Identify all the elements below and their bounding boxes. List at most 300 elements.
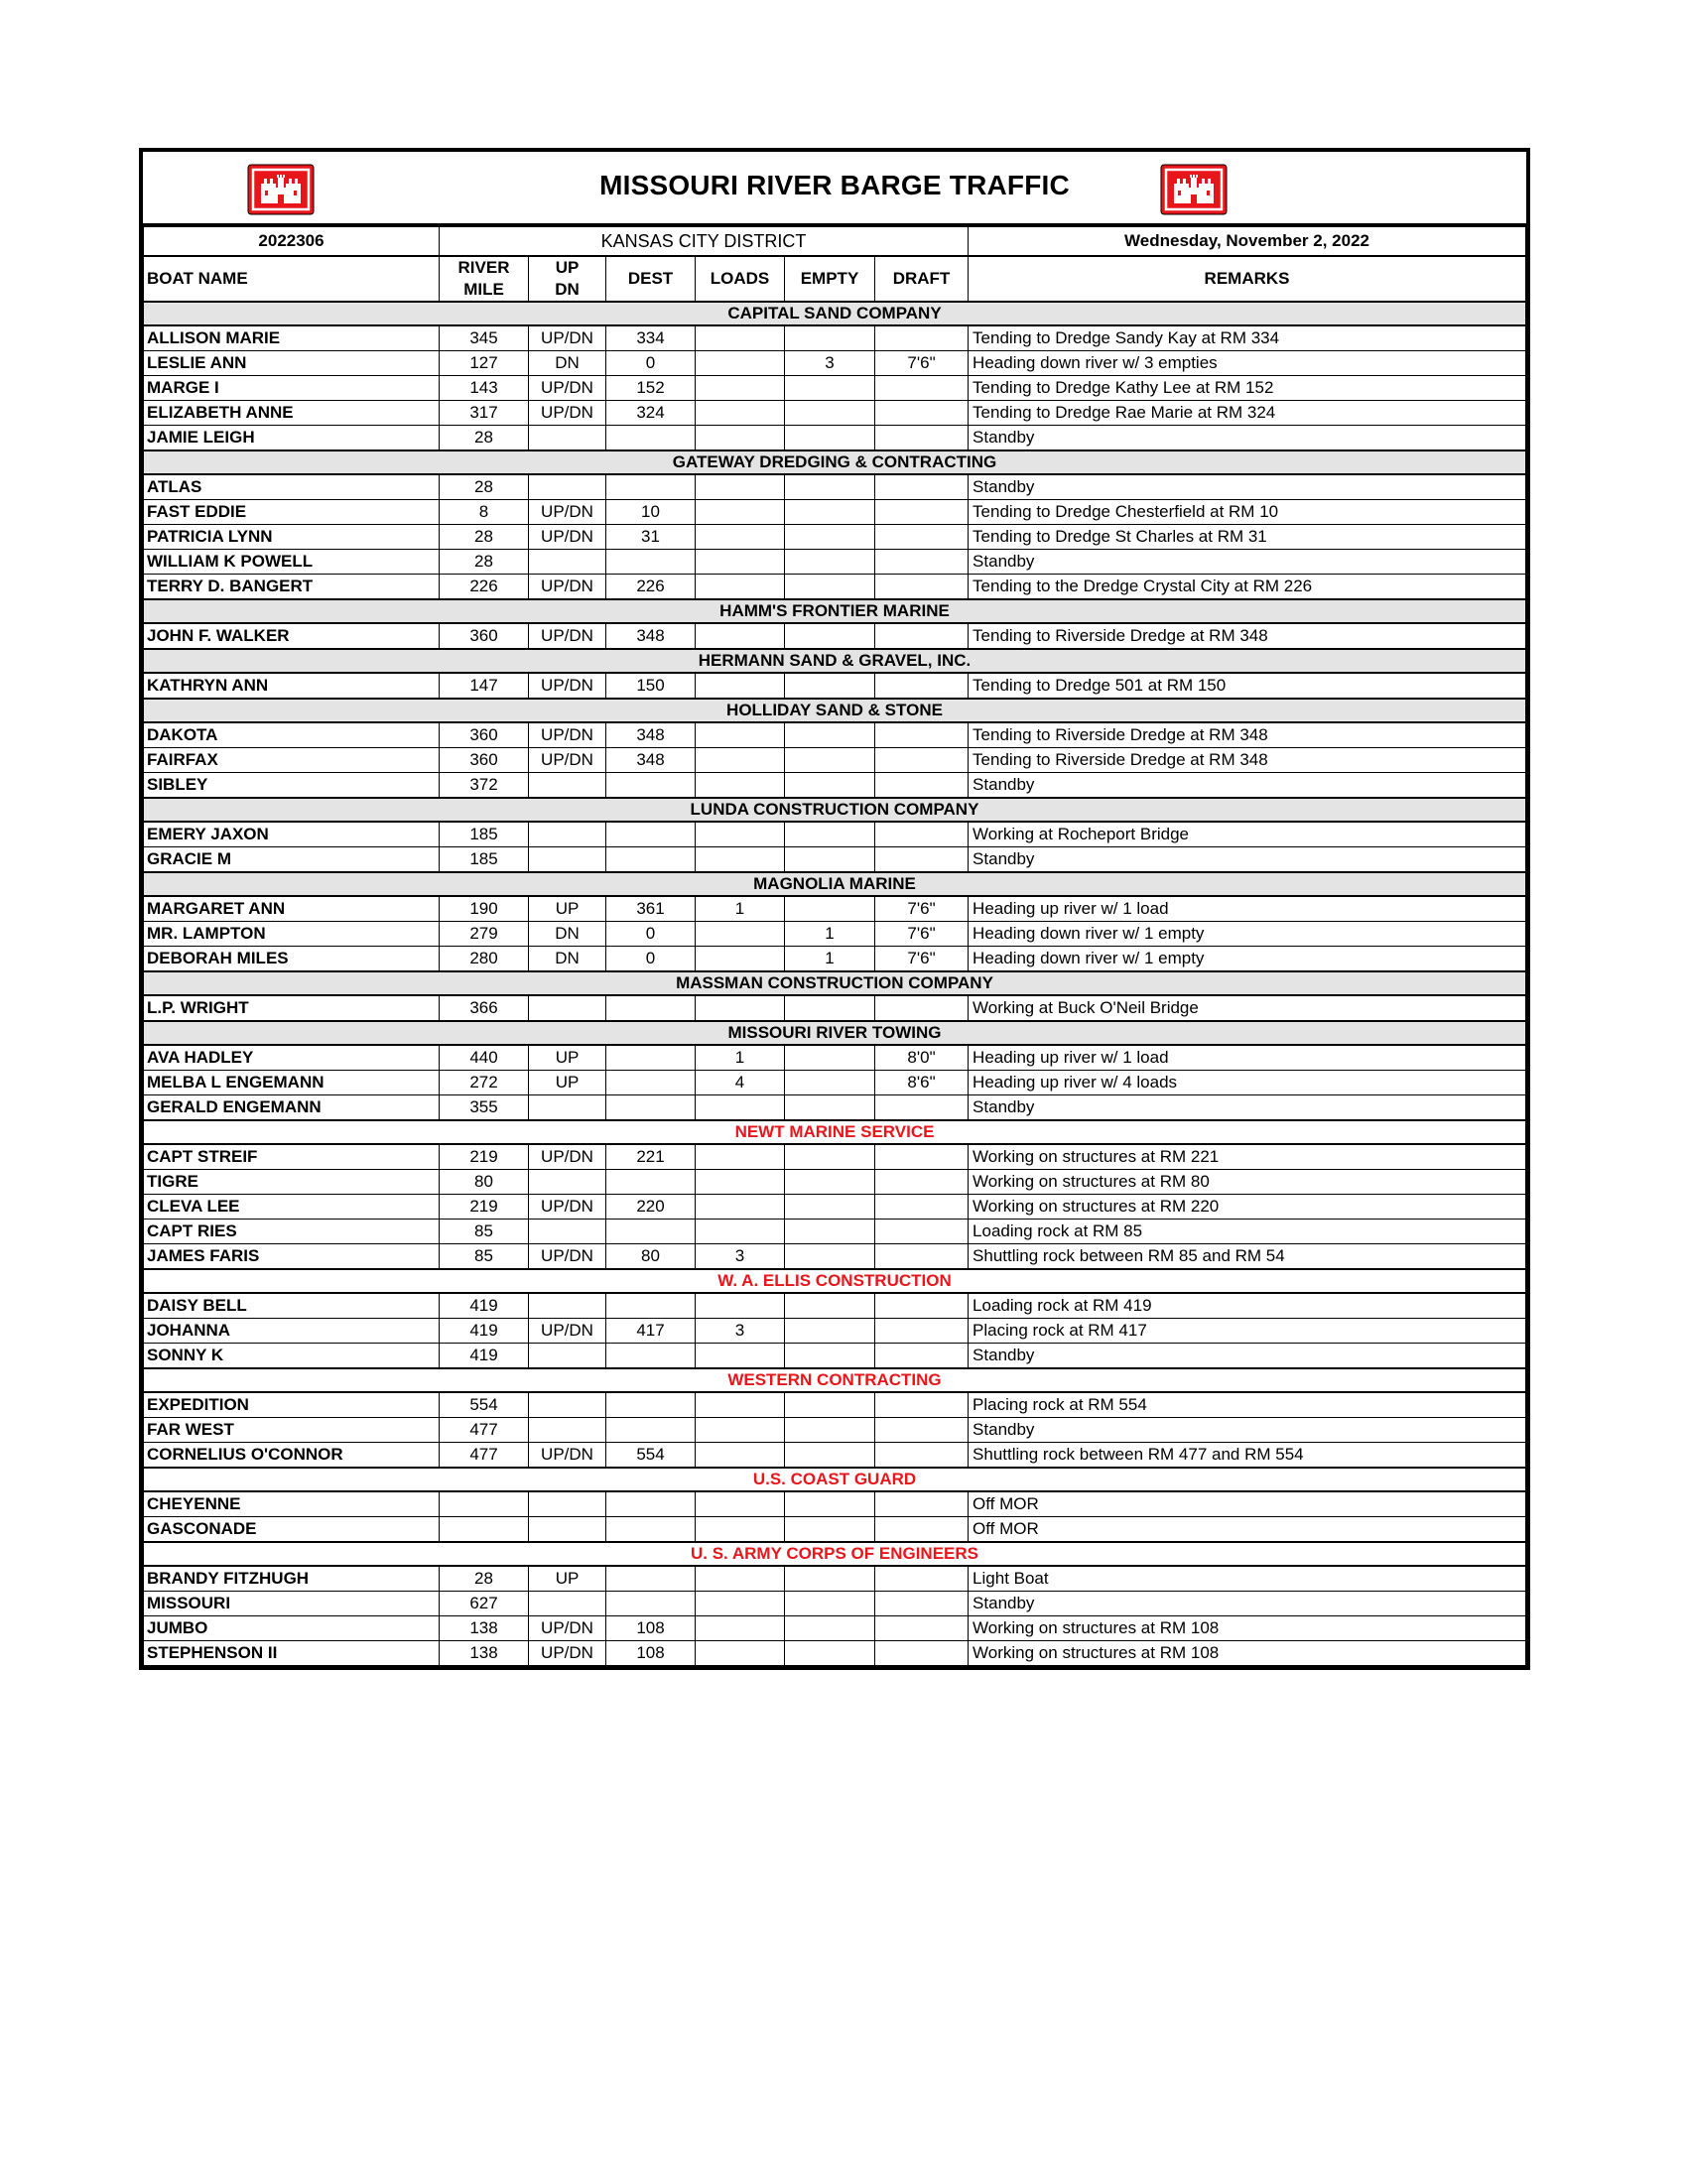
col-header-remarks: REMARKS: [969, 256, 1526, 302]
dest-cell: [606, 474, 696, 500]
dest-cell: 80: [606, 1244, 696, 1270]
table-row: [144, 500, 1526, 525]
draft-cell: [875, 1592, 969, 1616]
river-mile-cell: 219: [440, 1144, 529, 1170]
dest-cell: 0: [606, 351, 696, 376]
remarks-cell: Standby: [969, 773, 1526, 799]
dest-cell: 150: [606, 673, 696, 699]
empty-cell: [785, 995, 875, 1021]
up-dn-cell: UP/DN: [529, 748, 606, 773]
dest-cell: 221: [606, 1144, 696, 1170]
loads-cell: 4: [696, 1071, 785, 1095]
loads-cell: [696, 822, 785, 847]
table-row: [144, 325, 1526, 351]
boat-name-cell: SIBLEY: [144, 773, 440, 799]
empty-cell: [785, 1344, 875, 1369]
company-name: CAPITAL SAND COMPANY: [144, 302, 1526, 325]
empty-cell: 1: [785, 922, 875, 947]
table-row: [144, 550, 1526, 575]
dest-cell: [606, 1293, 696, 1319]
remarks-cell: Tending to Dredge Sandy Kay at RM 334: [969, 325, 1526, 351]
river-mile-cell: 272: [440, 1071, 529, 1095]
boat-name-cell: CAPT STREIF: [144, 1144, 440, 1170]
river-mile-cell: 28: [440, 474, 529, 500]
remarks-cell: Loading rock at RM 85: [969, 1220, 1526, 1244]
dest-cell: [606, 1491, 696, 1517]
loads-cell: [696, 1195, 785, 1220]
draft-cell: [875, 1641, 969, 1666]
loads-cell: [696, 500, 785, 525]
dest-cell: 554: [606, 1443, 696, 1469]
boat-name-cell: GRACIE M: [144, 847, 440, 873]
remarks-cell: Working on structures at RM 220: [969, 1195, 1526, 1220]
company-header-row: [144, 649, 1526, 673]
boat-name-cell: WILLIAM K POWELL: [144, 550, 440, 575]
remarks-cell: Working on structures at RM 108: [969, 1641, 1526, 1666]
draft-cell: [875, 722, 969, 748]
col-header-dest: DEST: [606, 256, 696, 302]
river-mile-cell: [440, 1491, 529, 1517]
up-dn-cell: UP/DN: [529, 1641, 606, 1666]
draft-cell: [875, 1566, 969, 1592]
empty-cell: [785, 1443, 875, 1469]
loads-cell: [696, 325, 785, 351]
table-row: [144, 426, 1526, 451]
dest-cell: [606, 1592, 696, 1616]
river-mile-cell: [440, 1517, 529, 1543]
river-mile-cell: 419: [440, 1344, 529, 1369]
empty-cell: [785, 722, 875, 748]
empty-cell: [785, 525, 875, 550]
draft-cell: 7'6": [875, 922, 969, 947]
empty-cell: [785, 847, 875, 873]
table-row: [144, 822, 1526, 847]
table-row: [144, 1220, 1526, 1244]
river-mile-cell: 372: [440, 773, 529, 799]
remarks-cell: Off MOR: [969, 1491, 1526, 1517]
boat-name-cell: AVA HADLEY: [144, 1045, 440, 1071]
river-mile-cell: 80: [440, 1170, 529, 1195]
dest-cell: [606, 773, 696, 799]
river-mile-cell: 317: [440, 401, 529, 426]
boat-name-cell: DAKOTA: [144, 722, 440, 748]
dest-cell: 348: [606, 623, 696, 649]
dest-cell: 10: [606, 500, 696, 525]
empty-cell: [785, 575, 875, 600]
up-dn-cell: [529, 1491, 606, 1517]
draft-cell: [875, 773, 969, 799]
table-row: [144, 1443, 1526, 1469]
dest-cell: [606, 1170, 696, 1195]
table-row: [144, 748, 1526, 773]
up-dn-cell: DN: [529, 922, 606, 947]
draft-cell: [875, 401, 969, 426]
dest-cell: 31: [606, 525, 696, 550]
empty-cell: [785, 1319, 875, 1344]
remarks-cell: Tending to the Dredge Crystal City at RM 226: [969, 575, 1526, 600]
draft-cell: [875, 525, 969, 550]
col-header-boat-name: BOAT NAME: [144, 256, 440, 302]
river-mile-cell: 360: [440, 623, 529, 649]
remarks-cell: Heading up river w/ 4 loads: [969, 1071, 1526, 1095]
boat-name-cell: ELIZABETH ANNE: [144, 401, 440, 426]
river-mile-cell: 138: [440, 1641, 529, 1666]
table-row: [144, 1641, 1526, 1666]
up-dn-cell: UP/DN: [529, 525, 606, 550]
remarks-cell: Tending to Dredge 501 at RM 150: [969, 673, 1526, 699]
table-row: [144, 847, 1526, 873]
up-dn-cell: UP/DN: [529, 575, 606, 600]
dest-cell: 361: [606, 896, 696, 922]
loads-cell: [696, 401, 785, 426]
river-mile-cell: 147: [440, 673, 529, 699]
up-dn-cell: UP/DN: [529, 722, 606, 748]
river-mile-cell: 28: [440, 550, 529, 575]
draft-cell: [875, 1244, 969, 1270]
table-row: [144, 351, 1526, 376]
draft-cell: [875, 1491, 969, 1517]
loads-cell: [696, 623, 785, 649]
loads-cell: [696, 1170, 785, 1195]
up-dn-cell: [529, 1418, 606, 1443]
river-mile-cell: 219: [440, 1195, 529, 1220]
loads-cell: [696, 1616, 785, 1641]
remarks-cell: Placing rock at RM 554: [969, 1392, 1526, 1418]
empty-cell: [785, 1244, 875, 1270]
table-row: [144, 922, 1526, 947]
empty-cell: [785, 1095, 875, 1121]
draft-cell: [875, 748, 969, 773]
river-mile-cell: 28: [440, 426, 529, 451]
empty-cell: 1: [785, 947, 875, 972]
boat-name-cell: MR. LAMPTON: [144, 922, 440, 947]
boat-name-cell: CORNELIUS O'CONNOR: [144, 1443, 440, 1469]
empty-cell: [785, 1392, 875, 1418]
col-header-loads: LOADS: [696, 256, 785, 302]
remarks-cell: Standby: [969, 474, 1526, 500]
loads-cell: [696, 550, 785, 575]
empty-cell: [785, 500, 875, 525]
dest-cell: [606, 1517, 696, 1543]
company-name: U.S. COAST GUARD: [144, 1468, 1526, 1491]
up-dn-cell: UP: [529, 896, 606, 922]
loads-cell: [696, 673, 785, 699]
table-row: [144, 1566, 1526, 1592]
empty-cell: [785, 896, 875, 922]
up-dn-cell: [529, 1095, 606, 1121]
remarks-cell: Standby: [969, 847, 1526, 873]
draft-cell: [875, 426, 969, 451]
table-row: [144, 1095, 1526, 1121]
draft-cell: [875, 1195, 969, 1220]
col-header-river-mile: RIVER MILE: [440, 256, 529, 302]
river-mile-cell: 554: [440, 1392, 529, 1418]
draft-cell: [875, 325, 969, 351]
empty-cell: [785, 474, 875, 500]
table-row: [144, 575, 1526, 600]
empty-cell: [785, 1045, 875, 1071]
draft-cell: [875, 376, 969, 401]
table-row: [144, 1319, 1526, 1344]
empty-cell: 3: [785, 351, 875, 376]
boat-name-cell: JAMES FARIS: [144, 1244, 440, 1270]
boat-name-cell: BRANDY FITZHUGH: [144, 1566, 440, 1592]
table-body: [144, 227, 1526, 1666]
remarks-cell: Working at Buck O'Neil Bridge: [969, 995, 1526, 1021]
draft-cell: [875, 474, 969, 500]
river-mile-cell: 366: [440, 995, 529, 1021]
loads-cell: [696, 474, 785, 500]
boat-name-cell: GERALD ENGEMANN: [144, 1095, 440, 1121]
boat-name-cell: JUMBO: [144, 1616, 440, 1641]
boat-name-cell: MELBA L ENGEMANN: [144, 1071, 440, 1095]
remarks-cell: Heading up river w/ 1 load: [969, 1045, 1526, 1071]
draft-cell: [875, 1517, 969, 1543]
loads-cell: 3: [696, 1244, 785, 1270]
remarks-cell: Tending to Dredge Kathy Lee at RM 152: [969, 376, 1526, 401]
remarks-cell: Tending to Dredge St Charles at RM 31: [969, 525, 1526, 550]
empty-cell: [785, 1418, 875, 1443]
dest-cell: 152: [606, 376, 696, 401]
empty-cell: [785, 1641, 875, 1666]
loads-cell: [696, 1392, 785, 1418]
company-header-row: [144, 450, 1526, 474]
boat-name-cell: FAST EDDIE: [144, 500, 440, 525]
up-dn-cell: UP/DN: [529, 1319, 606, 1344]
river-mile-cell: 355: [440, 1095, 529, 1121]
remarks-cell: Standby: [969, 426, 1526, 451]
up-dn-cell: UP/DN: [529, 1244, 606, 1270]
up-dn-cell: [529, 822, 606, 847]
river-mile-cell: 627: [440, 1592, 529, 1616]
boat-name-cell: TIGRE: [144, 1170, 440, 1195]
company-header-row: [144, 302, 1526, 325]
loads-cell: 1: [696, 1045, 785, 1071]
up-dn-cell: UP/DN: [529, 401, 606, 426]
remarks-cell: Working at Rocheport Bridge: [969, 822, 1526, 847]
empty-cell: [785, 1491, 875, 1517]
river-mile-cell: 8: [440, 500, 529, 525]
draft-cell: [875, 673, 969, 699]
dest-cell: 108: [606, 1641, 696, 1666]
remarks-cell: Shuttling rock between RM 85 and RM 54: [969, 1244, 1526, 1270]
up-dn-cell: [529, 773, 606, 799]
river-mile-cell: 185: [440, 847, 529, 873]
district-name: KANSAS CITY DISTRICT: [440, 227, 969, 257]
table-row: [144, 1418, 1526, 1443]
loads-cell: 1: [696, 896, 785, 922]
company-header-row: [144, 1542, 1526, 1566]
draft-cell: [875, 1616, 969, 1641]
draft-cell: [875, 1443, 969, 1469]
up-dn-cell: UP: [529, 1566, 606, 1592]
empty-cell: [785, 325, 875, 351]
table-row: [144, 995, 1526, 1021]
empty-cell: [785, 1144, 875, 1170]
report-title: MISSOURI RIVER BARGE TRAFFIC: [599, 170, 1070, 200]
company-name: HOLLIDAY SAND & STONE: [144, 699, 1526, 722]
loads-cell: [696, 1592, 785, 1616]
table-row: [144, 1071, 1526, 1095]
company-name: GATEWAY DREDGING & CONTRACTING: [144, 450, 1526, 474]
company-header-row: [144, 1120, 1526, 1144]
company-header-row: [144, 872, 1526, 896]
up-dn-cell: [529, 1170, 606, 1195]
empty-cell: [785, 1293, 875, 1319]
empty-cell: [785, 376, 875, 401]
loads-cell: [696, 995, 785, 1021]
dest-cell: 108: [606, 1616, 696, 1641]
company-name: U. S. ARMY CORPS OF ENGINEERS: [144, 1542, 1526, 1566]
company-name: LUNDA CONSTRUCTION COMPANY: [144, 798, 1526, 822]
company-name: MASSMAN CONSTRUCTION COMPANY: [144, 971, 1526, 995]
remarks-cell: Standby: [969, 1418, 1526, 1443]
company-header-row: [144, 599, 1526, 623]
loads-cell: [696, 1418, 785, 1443]
company-header-row: [144, 1468, 1526, 1491]
river-mile-cell: 190: [440, 896, 529, 922]
river-mile-cell: 345: [440, 325, 529, 351]
remarks-cell: Tending to Dredge Chesterfield at RM 10: [969, 500, 1526, 525]
boat-name-cell: SONNY K: [144, 1344, 440, 1369]
boat-name-cell: L.P. WRIGHT: [144, 995, 440, 1021]
empty-cell: [785, 1592, 875, 1616]
boat-name-cell: EXPEDITION: [144, 1392, 440, 1418]
company-header-row: [144, 1021, 1526, 1045]
dest-cell: 324: [606, 401, 696, 426]
dest-cell: [606, 426, 696, 451]
empty-cell: [785, 426, 875, 451]
remarks-cell: Heading down river w/ 3 empties: [969, 351, 1526, 376]
up-dn-cell: DN: [529, 947, 606, 972]
remarks-cell: Working on structures at RM 108: [969, 1616, 1526, 1641]
loads-cell: [696, 773, 785, 799]
table-row: [144, 1491, 1526, 1517]
empty-cell: [785, 673, 875, 699]
usace-castle-logo-icon: [1160, 164, 1228, 215]
up-dn-cell: [529, 847, 606, 873]
remarks-cell: Placing rock at RM 417: [969, 1319, 1526, 1344]
boat-name-cell: PATRICIA LYNN: [144, 525, 440, 550]
company-name: HAMM'S FRONTIER MARINE: [144, 599, 1526, 623]
river-mile-cell: 419: [440, 1293, 529, 1319]
boat-name-cell: ALLISON MARIE: [144, 325, 440, 351]
empty-cell: [785, 1195, 875, 1220]
dest-cell: [606, 822, 696, 847]
dest-cell: 334: [606, 325, 696, 351]
draft-cell: [875, 550, 969, 575]
table-row: [144, 1045, 1526, 1071]
empty-cell: [785, 1071, 875, 1095]
draft-cell: [875, 1293, 969, 1319]
draft-cell: [875, 1319, 969, 1344]
draft-cell: 8'6": [875, 1071, 969, 1095]
river-mile-cell: 226: [440, 575, 529, 600]
table-row: [144, 1344, 1526, 1369]
river-mile-cell: 138: [440, 1616, 529, 1641]
remarks-cell: Tending to Dredge Rae Marie at RM 324: [969, 401, 1526, 426]
up-dn-cell: [529, 474, 606, 500]
dest-cell: [606, 1344, 696, 1369]
river-mile-cell: 477: [440, 1418, 529, 1443]
dest-cell: 417: [606, 1319, 696, 1344]
empty-cell: [785, 1220, 875, 1244]
river-mile-cell: 360: [440, 722, 529, 748]
draft-cell: 7'6": [875, 351, 969, 376]
river-mile-cell: 127: [440, 351, 529, 376]
remarks-cell: Heading up river w/ 1 load: [969, 896, 1526, 922]
dest-cell: [606, 1045, 696, 1071]
boat-name-cell: LESLIE ANN: [144, 351, 440, 376]
remarks-cell: Tending to Riverside Dredge at RM 348: [969, 623, 1526, 649]
dest-cell: [606, 1220, 696, 1244]
loads-cell: [696, 947, 785, 972]
draft-cell: [875, 500, 969, 525]
company-name: WESTERN CONTRACTING: [144, 1368, 1526, 1392]
loads-cell: [696, 1491, 785, 1517]
boat-name-cell: MARGARET ANN: [144, 896, 440, 922]
report-id: 2022306: [144, 227, 440, 257]
table-row: [144, 1195, 1526, 1220]
boat-name-cell: STEPHENSON II: [144, 1641, 440, 1666]
company-name: MAGNOLIA MARINE: [144, 872, 1526, 896]
river-mile-cell: 185: [440, 822, 529, 847]
table-row: [144, 947, 1526, 972]
empty-cell: [785, 1566, 875, 1592]
dest-cell: 220: [606, 1195, 696, 1220]
dest-cell: [606, 550, 696, 575]
remarks-cell: Heading down river w/ 1 empty: [969, 947, 1526, 972]
empty-cell: [785, 401, 875, 426]
loads-cell: [696, 426, 785, 451]
river-mile-cell: 440: [440, 1045, 529, 1071]
loads-cell: [696, 1641, 785, 1666]
dest-cell: 348: [606, 748, 696, 773]
table-row: [144, 1517, 1526, 1543]
table-row: [144, 1293, 1526, 1319]
up-dn-cell: UP/DN: [529, 325, 606, 351]
report-date: Wednesday, November 2, 2022: [969, 227, 1526, 257]
loads-cell: [696, 376, 785, 401]
boat-name-cell: TERRY D. BANGERT: [144, 575, 440, 600]
up-dn-cell: UP/DN: [529, 623, 606, 649]
boat-name-cell: ATLAS: [144, 474, 440, 500]
up-dn-cell: UP/DN: [529, 500, 606, 525]
loads-cell: [696, 1220, 785, 1244]
company-header-row: [144, 798, 1526, 822]
dest-cell: 0: [606, 922, 696, 947]
up-dn-cell: [529, 426, 606, 451]
river-mile-cell: 85: [440, 1220, 529, 1244]
dest-cell: [606, 1392, 696, 1418]
boat-name-cell: EMERY JAXON: [144, 822, 440, 847]
draft-cell: 7'6": [875, 947, 969, 972]
boat-name-cell: GASCONADE: [144, 1517, 440, 1543]
remarks-cell: Heading down river w/ 1 empty: [969, 922, 1526, 947]
loads-cell: [696, 525, 785, 550]
draft-cell: [875, 1344, 969, 1369]
loads-cell: [696, 575, 785, 600]
company-name: MISSOURI RIVER TOWING: [144, 1021, 1526, 1045]
boat-name-cell: FAR WEST: [144, 1418, 440, 1443]
river-mile-cell: 279: [440, 922, 529, 947]
dest-cell: [606, 847, 696, 873]
draft-cell: [875, 1170, 969, 1195]
draft-cell: [875, 1095, 969, 1121]
remarks-cell: Standby: [969, 550, 1526, 575]
empty-cell: [785, 822, 875, 847]
dest-cell: 0: [606, 947, 696, 972]
